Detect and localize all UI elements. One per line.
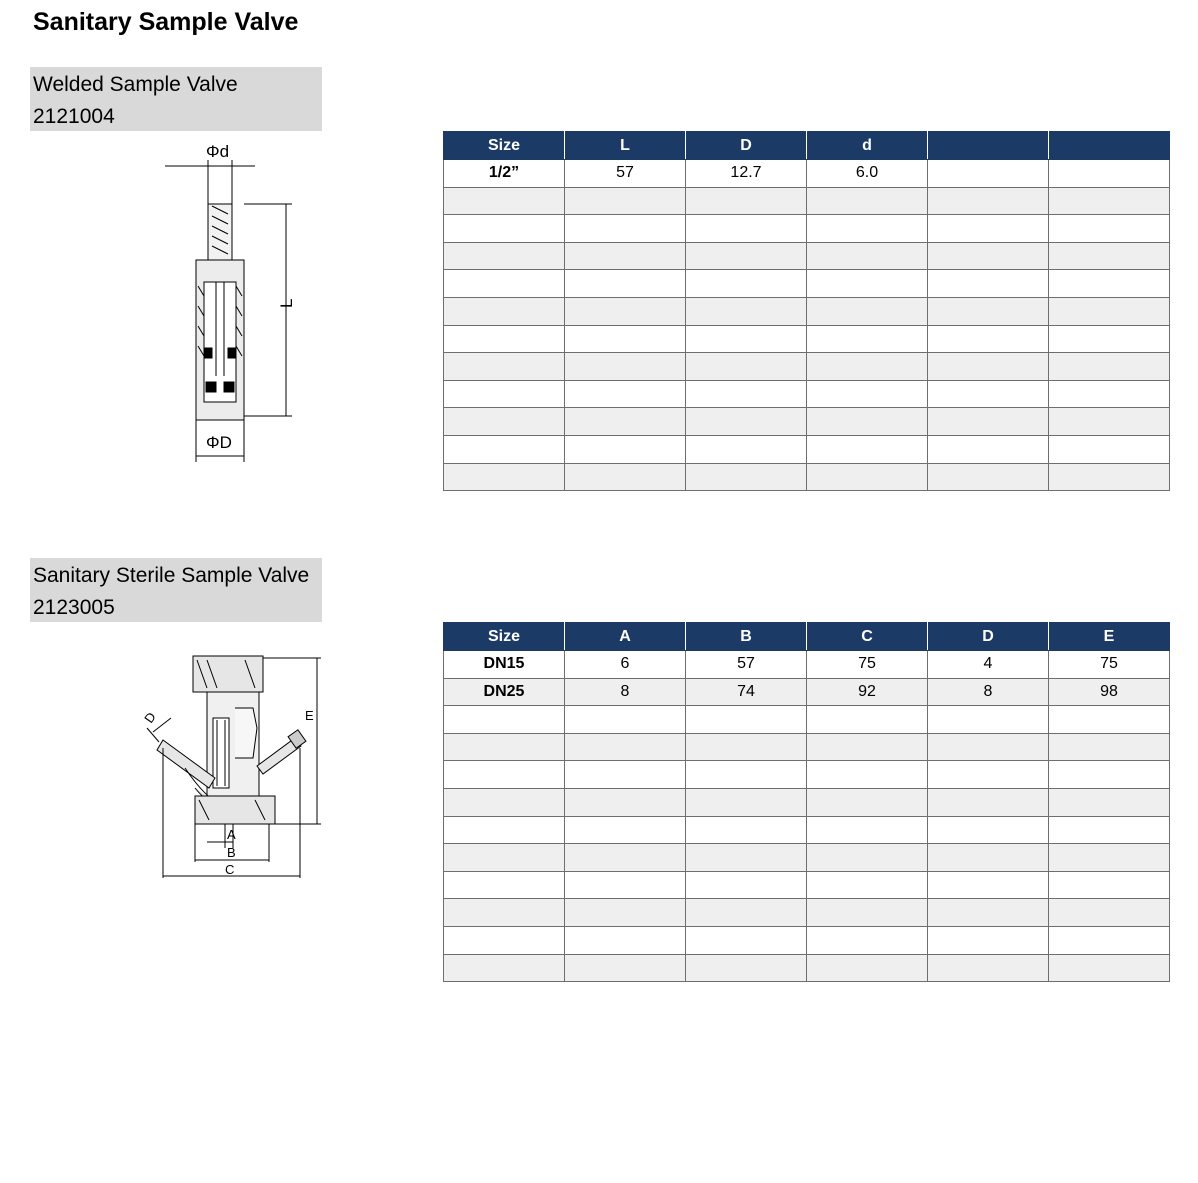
value-cell — [1049, 242, 1170, 270]
size-cell — [444, 435, 565, 463]
size-cell — [444, 733, 565, 761]
value-cell — [807, 215, 928, 243]
sterile-valve-drawing — [141, 648, 330, 883]
value-cell — [565, 871, 686, 899]
section-name: Welded Sample Valve — [33, 73, 238, 96]
value-cell — [928, 816, 1049, 844]
value-cell — [1049, 215, 1170, 243]
value-cell — [928, 187, 1049, 215]
value-cell — [565, 899, 686, 927]
table-row — [444, 954, 1170, 982]
value-cell — [928, 242, 1049, 270]
value-cell — [1049, 187, 1170, 215]
value-cell — [1049, 761, 1170, 789]
value-cell — [807, 954, 928, 982]
value-cell — [928, 325, 1049, 353]
value-cell — [565, 270, 686, 298]
table-row — [444, 242, 1170, 270]
value-cell: 4 — [928, 651, 1049, 679]
size-cell — [444, 761, 565, 789]
value-cell — [565, 215, 686, 243]
size-cell — [444, 380, 565, 408]
table-row — [444, 297, 1170, 325]
value-cell — [807, 435, 928, 463]
table-row — [444, 788, 1170, 816]
value-cell — [928, 788, 1049, 816]
size-cell — [444, 844, 565, 872]
value-cell — [565, 242, 686, 270]
table-row — [444, 325, 1170, 353]
value-cell — [686, 435, 807, 463]
welded-valve-drawing — [160, 136, 310, 466]
value-cell — [807, 844, 928, 872]
value-cell — [928, 844, 1049, 872]
table-row — [444, 187, 1170, 215]
value-cell: 92 — [807, 678, 928, 706]
size-cell — [444, 353, 565, 381]
value-cell — [1049, 733, 1170, 761]
value-cell — [807, 871, 928, 899]
value-cell: 12.7 — [686, 160, 807, 188]
value-cell — [686, 353, 807, 381]
value-cell — [565, 435, 686, 463]
table-body — [444, 651, 1170, 982]
section-code: 2121004 — [33, 105, 115, 128]
value-cell — [686, 187, 807, 215]
table-row — [444, 270, 1170, 298]
value-cell — [686, 297, 807, 325]
size-cell — [444, 871, 565, 899]
value-cell — [928, 954, 1049, 982]
size-cell — [444, 187, 565, 215]
value-cell: 75 — [807, 651, 928, 679]
value-cell — [565, 844, 686, 872]
value-cell — [928, 899, 1049, 927]
value-cell — [686, 844, 807, 872]
table-row — [444, 733, 1170, 761]
value-cell — [686, 871, 807, 899]
value-cell — [565, 325, 686, 353]
drawing-label-e: E — [305, 708, 314, 723]
value-cell — [1049, 353, 1170, 381]
table-row — [444, 761, 1170, 789]
header-cell: D — [928, 623, 1049, 651]
value-cell — [928, 761, 1049, 789]
size-cell — [444, 325, 565, 353]
table-row — [444, 871, 1170, 899]
size-cell — [444, 926, 565, 954]
table-header-row — [444, 132, 1170, 160]
drawing-label-b: B — [227, 845, 236, 860]
value-cell — [1049, 380, 1170, 408]
value-cell — [807, 380, 928, 408]
table-row — [444, 160, 1170, 188]
value-cell — [928, 380, 1049, 408]
value-cell: 8 — [928, 678, 1049, 706]
page-title: Sanitary Sample Valve — [33, 8, 299, 36]
size-cell — [444, 706, 565, 734]
size-cell — [444, 408, 565, 436]
value-cell — [565, 788, 686, 816]
value-cell — [807, 463, 928, 491]
value-cell — [1049, 871, 1170, 899]
value-cell — [686, 408, 807, 436]
table-row — [444, 435, 1170, 463]
header-cell: Size — [444, 132, 565, 160]
value-cell — [565, 733, 686, 761]
value-cell — [807, 926, 928, 954]
drawing-label-c: C — [225, 862, 235, 877]
value-cell — [1049, 408, 1170, 436]
value-cell: 98 — [1049, 678, 1170, 706]
drawing-label-d: Φd — [206, 142, 230, 161]
size-cell — [444, 215, 565, 243]
value-cell — [686, 270, 807, 298]
size-cell — [444, 899, 565, 927]
value-cell — [565, 353, 686, 381]
value-cell — [686, 325, 807, 353]
value-cell — [928, 871, 1049, 899]
value-cell — [928, 270, 1049, 298]
size-cell — [444, 297, 565, 325]
header-cell: L — [565, 132, 686, 160]
value-cell — [807, 733, 928, 761]
value-cell: 75 — [1049, 651, 1170, 679]
value-cell — [686, 380, 807, 408]
header-cell: B — [686, 623, 807, 651]
header-cell: Size — [444, 623, 565, 651]
value-cell — [807, 816, 928, 844]
value-cell — [807, 788, 928, 816]
value-cell — [807, 899, 928, 927]
value-cell — [807, 325, 928, 353]
table-row — [444, 463, 1170, 491]
value-cell — [928, 215, 1049, 243]
section-label-sterile — [30, 558, 322, 622]
value-cell — [807, 408, 928, 436]
value-cell — [565, 463, 686, 491]
value-cell: 6.0 — [807, 160, 928, 188]
value-cell — [686, 926, 807, 954]
drawing-label-big-d: ΦD — [206, 433, 232, 452]
table-header-row — [444, 623, 1170, 651]
value-cell: 57 — [565, 160, 686, 188]
table-row — [444, 899, 1170, 927]
value-cell — [807, 706, 928, 734]
table-row — [444, 353, 1170, 381]
header-cell: d — [807, 132, 928, 160]
value-cell — [1049, 816, 1170, 844]
size-cell — [444, 270, 565, 298]
value-cell — [928, 435, 1049, 463]
value-cell — [686, 788, 807, 816]
value-cell — [928, 733, 1049, 761]
header-cell — [928, 132, 1049, 160]
header-cell: A — [565, 623, 686, 651]
header-cell — [1049, 132, 1170, 160]
value-cell — [928, 463, 1049, 491]
size-cell — [444, 788, 565, 816]
value-cell — [565, 706, 686, 734]
value-cell — [686, 733, 807, 761]
value-cell — [928, 353, 1049, 381]
value-cell — [807, 297, 928, 325]
value-cell — [686, 816, 807, 844]
value-cell — [928, 706, 1049, 734]
value-cell — [928, 297, 1049, 325]
value-cell — [686, 706, 807, 734]
value-cell — [565, 408, 686, 436]
section-code: 2123005 — [33, 596, 115, 619]
value-cell — [1049, 325, 1170, 353]
size-cell: 1/2” — [444, 160, 565, 188]
table-row — [444, 408, 1170, 436]
value-cell — [1049, 926, 1170, 954]
value-cell: 74 — [686, 678, 807, 706]
value-cell: 8 — [565, 678, 686, 706]
value-cell — [807, 353, 928, 381]
table-row — [444, 651, 1170, 679]
value-cell — [1049, 297, 1170, 325]
value-cell — [928, 408, 1049, 436]
drawing-label-a: A — [227, 827, 236, 842]
size-cell — [444, 242, 565, 270]
value-cell — [807, 270, 928, 298]
value-cell — [565, 954, 686, 982]
value-cell — [1049, 788, 1170, 816]
value-cell — [1049, 899, 1170, 927]
section-label-welded — [30, 67, 322, 131]
value-cell — [807, 242, 928, 270]
spec-table-sterile — [443, 622, 1170, 982]
value-cell — [565, 761, 686, 789]
value-cell — [565, 926, 686, 954]
value-cell — [1049, 463, 1170, 491]
size-cell — [444, 463, 565, 491]
drawing-label-l: L — [277, 298, 296, 308]
size-cell — [444, 954, 565, 982]
value-cell — [1049, 844, 1170, 872]
value-cell — [1049, 706, 1170, 734]
value-cell — [686, 215, 807, 243]
value-cell — [1049, 270, 1170, 298]
table-row — [444, 926, 1170, 954]
value-cell — [807, 187, 928, 215]
value-cell — [1049, 954, 1170, 982]
value-cell — [928, 160, 1049, 188]
table-row — [444, 706, 1170, 734]
table-row — [444, 816, 1170, 844]
table-body — [444, 160, 1170, 491]
value-cell — [686, 899, 807, 927]
spec-table-welded — [443, 131, 1170, 491]
value-cell — [1049, 435, 1170, 463]
value-cell — [1049, 160, 1170, 188]
value-cell — [565, 297, 686, 325]
value-cell — [686, 242, 807, 270]
value-cell — [565, 187, 686, 215]
table-row — [444, 678, 1170, 706]
value-cell — [686, 954, 807, 982]
table-row — [444, 380, 1170, 408]
header-cell: C — [807, 623, 928, 651]
value-cell — [686, 761, 807, 789]
value-cell: 57 — [686, 651, 807, 679]
value-cell — [565, 380, 686, 408]
size-cell: DN15 — [444, 651, 565, 679]
size-cell: DN25 — [444, 678, 565, 706]
table-row — [444, 215, 1170, 243]
size-cell — [444, 816, 565, 844]
drawing-label-d: D — [141, 709, 159, 726]
header-cell: E — [1049, 623, 1170, 651]
value-cell: 6 — [565, 651, 686, 679]
value-cell — [928, 926, 1049, 954]
value-cell — [565, 816, 686, 844]
table-row — [444, 844, 1170, 872]
value-cell — [807, 761, 928, 789]
header-cell: D — [686, 132, 807, 160]
section-name: Sanitary Sterile Sample Valve — [33, 564, 310, 587]
value-cell — [686, 463, 807, 491]
